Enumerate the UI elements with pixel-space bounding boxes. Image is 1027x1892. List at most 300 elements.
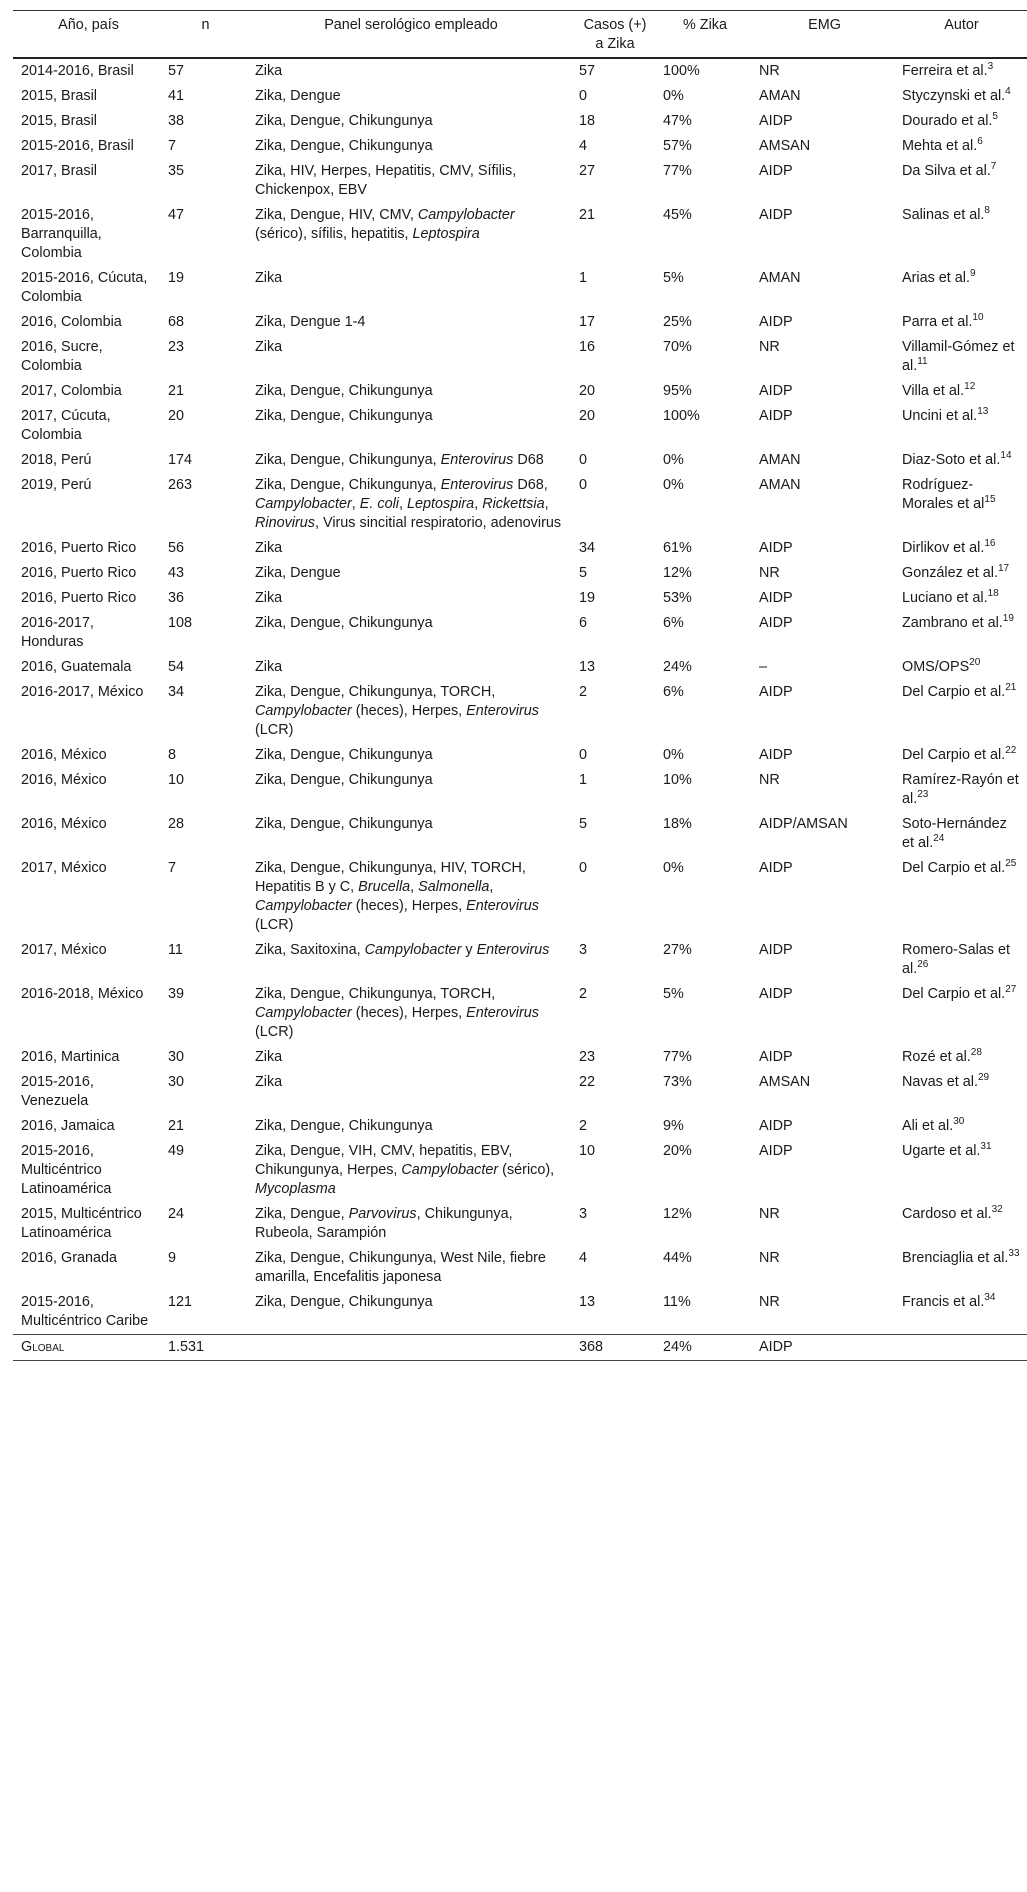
cell-year-country: 2016-2017, Honduras <box>21 615 94 650</box>
cell-emg: AMAN <box>759 452 801 468</box>
cell-panel: Zika, Dengue, HIV, CMV, Campylobacter (sérico), sífilis, hepatitis, Leptospira <box>255 207 515 242</box>
cell-year-country: 2015-2016, Multicéntrico Caribe <box>21 1294 149 1329</box>
cell-cases: 20 <box>579 383 596 399</box>
cell-emg: AIDP <box>759 207 793 223</box>
cell-cases: 22 <box>579 1074 596 1090</box>
cell-panel: Zika, Dengue, Chikungunya <box>255 408 433 424</box>
cell-pct-zika: 25% <box>663 314 692 330</box>
author-name: Styczynski et al. <box>902 88 1006 104</box>
cell-author <box>896 335 1027 379</box>
author-name: Villamil-Gómez et al. <box>902 339 1015 374</box>
cell-author <box>896 203 1027 266</box>
reference-number[interactable]: 14 <box>1000 450 1012 462</box>
cell-author <box>896 586 1027 611</box>
header-n: n <box>162 11 249 59</box>
cell-pct-zika: 45% <box>663 207 692 223</box>
reference-number[interactable]: 12 <box>964 381 976 393</box>
author-name: Del Carpio et al. <box>902 747 1006 763</box>
cell-n: 21 <box>168 1118 185 1134</box>
cell-pct-zika: 77% <box>663 163 692 179</box>
cell-emg: AIDP <box>759 1118 793 1134</box>
cell-panel: Zika, Dengue, Chikungunya, HIV, TORCH, Hepatitis B y C, Brucella, Salmonella, Campylobacter (heces), Herpes, Enterovirus (LCR) <box>255 860 539 933</box>
cell-pct-zika: 53% <box>663 590 692 606</box>
cell-panel: Zika, Dengue, Chikungunya <box>255 1118 433 1134</box>
cell-cases: 0 <box>579 88 588 104</box>
cell-n: 19 <box>168 270 185 286</box>
reference-number[interactable]: 27 <box>1005 984 1017 996</box>
author-name: Brenciaglia et al. <box>902 1250 1009 1266</box>
cell-panel: Zika, Dengue 1-4 <box>255 314 366 330</box>
cell-year-country: 2016, Martinica <box>21 1049 120 1065</box>
table-row <box>13 1139 1027 1202</box>
cell-emg: AMAN <box>759 270 801 286</box>
reference-number[interactable]: 16 <box>984 538 996 550</box>
cell-n: 174 <box>168 452 193 468</box>
reference-number[interactable]: 22 <box>1005 745 1017 757</box>
table-row <box>13 448 1027 473</box>
cell-emg: NR <box>759 1294 780 1310</box>
cell-emg: AIDP <box>759 942 793 958</box>
reference-number[interactable]: 4 <box>1005 86 1011 98</box>
author-name: Del Carpio et al. <box>902 684 1006 700</box>
cell-cases: 23 <box>579 1049 596 1065</box>
total-panel <box>249 1335 573 1361</box>
cell-cases: 17 <box>579 314 596 330</box>
cell-year-country: 2016, Granada <box>21 1250 118 1266</box>
author-name: Luciano et al. <box>902 590 988 606</box>
author-name: Parra et al. <box>902 314 973 330</box>
author-name: Zambrano et al. <box>902 615 1003 631</box>
cell-pct-zika: 5% <box>663 270 684 286</box>
cell-cases: 0 <box>579 860 588 876</box>
cell-n: 21 <box>168 383 185 399</box>
cell-author <box>896 448 1027 473</box>
cell-n: 36 <box>168 590 185 606</box>
cell-author <box>896 1246 1027 1290</box>
cell-emg: AIDP <box>759 540 793 556</box>
cell-n: 38 <box>168 113 185 129</box>
cell-author <box>896 1114 1027 1139</box>
cell-author <box>896 310 1027 335</box>
cell-emg: AIDP <box>759 747 793 763</box>
reference-number[interactable]: 34 <box>984 1292 996 1304</box>
cell-panel: Zika, Dengue, Chikungunya <box>255 772 433 788</box>
cell-emg: AIDP <box>759 163 793 179</box>
reference-number[interactable]: 3 <box>987 61 994 73</box>
reference-number[interactable]: 6 <box>977 136 983 148</box>
cell-cases: 0 <box>579 477 588 493</box>
cell-emg: AIDP <box>759 1049 793 1065</box>
cell-panel: Zika, Dengue, Chikungunya, West Nile, fiebre amarilla, Encefalitis japonesa <box>255 1250 546 1285</box>
cell-cases: 27 <box>579 163 596 179</box>
cell-cases: 2 <box>579 1118 588 1134</box>
cell-pct-zika: 47% <box>663 113 692 129</box>
cell-panel: Zika, Dengue, Chikungunya <box>255 383 433 399</box>
table-header <box>13 11 1027 59</box>
table-row <box>13 1246 1027 1290</box>
cell-n: 43 <box>168 565 185 581</box>
author-name: Diaz-Soto et al. <box>902 452 1001 468</box>
cell-n: 7 <box>168 138 177 154</box>
header-pct-zika: % Zika <box>657 11 753 59</box>
reference-number[interactable]: 32 <box>991 1204 1003 1216</box>
cell-year-country: 2016, México <box>21 747 107 763</box>
cell-panel: Zika <box>255 1049 283 1065</box>
cell-pct-zika: 0% <box>663 88 684 104</box>
cell-cases: 1 <box>579 772 588 788</box>
cell-year-country: 2016, Puerto Rico <box>21 540 137 556</box>
cell-panel: Zika, HIV, Herpes, Hepatitis, CMV, Sífilis, Chickenpox, EBV <box>255 163 517 198</box>
cell-author <box>896 938 1027 982</box>
cell-emg: AIDP/AMSAN <box>759 816 848 832</box>
table-row <box>13 473 1027 536</box>
cell-emg: – <box>759 659 768 675</box>
cell-n: 57 <box>168 63 185 79</box>
table-row <box>13 768 1027 812</box>
table-row <box>13 586 1027 611</box>
author-name: Dourado et al. <box>902 113 993 129</box>
cell-panel: Zika, Dengue, Chikungunya, TORCH, Campylobacter (heces), Herpes, Enterovirus (LCR) <box>255 684 539 738</box>
cell-cases: 19 <box>579 590 596 606</box>
cell-author <box>896 561 1027 586</box>
cell-panel: Zika, Dengue, Chikungunya, TORCH, Campylobacter (heces), Herpes, Enterovirus (LCR) <box>255 986 539 1040</box>
cell-n: 9 <box>168 1250 177 1266</box>
cell-n: 28 <box>168 816 185 832</box>
cell-n: 49 <box>168 1143 185 1159</box>
cell-pct-zika: 57% <box>663 138 692 154</box>
reference-number[interactable]: 25 <box>1005 858 1017 870</box>
reference-number[interactable]: 17 <box>998 563 1010 575</box>
cell-emg: NR <box>759 339 780 355</box>
reference-number[interactable]: 19 <box>1002 613 1014 625</box>
cell-panel: Zika, Dengue <box>255 88 341 104</box>
table-row <box>13 159 1027 203</box>
cell-panel: Zika, Dengue, Chikungunya <box>255 138 433 154</box>
reference-number[interactable]: 21 <box>1005 682 1017 694</box>
reference-number[interactable]: 26 <box>917 959 929 971</box>
table-row <box>13 680 1027 743</box>
cell-emg: AIDP <box>759 408 793 424</box>
cell-cases: 10 <box>579 1143 596 1159</box>
cell-n: 30 <box>168 1049 185 1065</box>
cell-year-country: 2016, Jamaica <box>21 1118 115 1134</box>
author-name: Salinas et al. <box>902 207 985 223</box>
cell-pct-zika: 44% <box>663 1250 692 1266</box>
author-name: Mehta et al. <box>902 138 978 154</box>
cell-cases: 4 <box>579 138 588 154</box>
cell-n: 11 <box>168 942 183 958</box>
cell-panel: Zika, Dengue, Parvovirus, Chikungunya, Rubeola, Sarampión <box>255 1206 513 1241</box>
cell-n: 20 <box>168 408 185 424</box>
reference-number[interactable]: 10 <box>972 312 984 324</box>
cell-emg: AMAN <box>759 477 801 493</box>
cell-cases: 5 <box>579 816 588 832</box>
table-container <box>13 10 1020 1361</box>
author-name: Soto-Hernández et al. <box>902 816 1007 851</box>
cell-author <box>896 536 1027 561</box>
cell-cases: 21 <box>579 207 596 223</box>
cell-emg: NR <box>759 565 780 581</box>
cell-year-country: 2014-2016, Brasil <box>21 63 134 79</box>
cell-emg: AIDP <box>759 113 793 129</box>
cell-pct-zika: 77% <box>663 1049 692 1065</box>
cell-panel: Zika, Dengue, Chikungunya <box>255 816 433 832</box>
author-name: Ramírez-Rayón et al. <box>902 772 1019 807</box>
cell-panel: Zika <box>255 659 283 675</box>
cell-emg: AIDP <box>759 684 793 700</box>
cell-pct-zika: 100% <box>663 408 700 424</box>
cell-cases: 2 <box>579 684 588 700</box>
reference-number[interactable]: 9 <box>969 268 976 280</box>
cell-cases: 20 <box>579 408 596 424</box>
reference-number[interactable]: 13 <box>977 406 989 418</box>
table-row <box>13 1070 1027 1114</box>
cell-author <box>896 655 1027 680</box>
cell-year-country: 2016, Sucre, Colombia <box>21 339 103 374</box>
cell-emg: NR <box>759 1250 780 1266</box>
table-row <box>13 266 1027 310</box>
cell-cases: 4 <box>579 1250 588 1266</box>
cell-n: 56 <box>168 540 185 556</box>
cell-cases: 3 <box>579 942 588 958</box>
reference-number[interactable]: 8 <box>984 205 990 217</box>
author-name: Del Carpio et al. <box>902 986 1006 1002</box>
table-row <box>13 561 1027 586</box>
table-row <box>13 655 1027 680</box>
table-row <box>13 743 1027 768</box>
reference-number[interactable]: 18 <box>987 588 999 600</box>
cell-emg: AIDP <box>759 383 793 399</box>
total-row <box>13 1335 1027 1361</box>
table-row <box>13 982 1027 1045</box>
cell-author <box>896 1070 1027 1114</box>
cell-emg: AMSAN <box>759 1074 811 1090</box>
cell-panel: Zika <box>255 590 283 606</box>
table-row <box>13 58 1027 84</box>
cell-cases: 3 <box>579 1206 588 1222</box>
cell-pct-zika: 61% <box>663 540 692 556</box>
cell-year-country: 2017, México <box>21 942 107 958</box>
table-row <box>13 404 1027 448</box>
cell-year-country: 2015, Multicéntrico Latinoamérica <box>21 1206 142 1241</box>
cell-pct-zika: 12% <box>663 1206 692 1222</box>
author-name: Rodríguez-Morales et al <box>902 477 985 512</box>
cell-cases: 13 <box>579 659 596 675</box>
cell-cases: 5 <box>579 565 588 581</box>
cell-year-country: 2017, México <box>21 860 107 876</box>
cell-author <box>896 611 1027 655</box>
cell-pct-zika: 9% <box>663 1118 684 1134</box>
cell-emg: AIDP <box>759 590 793 606</box>
cell-pct-zika: 0% <box>663 747 684 763</box>
cell-author <box>896 1290 1027 1335</box>
total-n: 1.531 <box>162 1335 249 1361</box>
cell-n: 108 <box>168 615 193 631</box>
cell-author <box>896 58 1027 84</box>
cell-author <box>896 1139 1027 1202</box>
cell-year-country: 2015-2016, Multicéntrico Latinoamérica <box>21 1143 112 1197</box>
header-cases: Casos (+) a Zika <box>573 11 657 59</box>
cell-panel: Zika, Dengue, Chikungunya, Enterovirus D68, Campylobacter, E. coli, Leptospira, Rickettsia, Rinovirus, Virus sincitial respiratorio, adenovirus <box>255 477 562 531</box>
cell-emg: NR <box>759 1206 780 1222</box>
author-name: Dirlikov et al. <box>902 540 985 556</box>
table-row <box>13 84 1027 109</box>
cell-author <box>896 266 1027 310</box>
total-author <box>896 1335 1027 1361</box>
reference-number[interactable]: 11 <box>917 356 928 368</box>
cell-year-country: 2016, Puerto Rico <box>21 590 137 606</box>
cell-author <box>896 84 1027 109</box>
cell-year-country: 2016, México <box>21 816 107 832</box>
cell-emg: AMAN <box>759 88 801 104</box>
header-year-country: Año, país <box>13 11 162 59</box>
cell-emg: AIDP <box>759 314 793 330</box>
cell-pct-zika: 10% <box>663 772 692 788</box>
author-name: Rozé et al. <box>902 1049 971 1065</box>
cell-n: 47 <box>168 207 185 223</box>
cell-year-country: 2017, Colombia <box>21 383 122 399</box>
cell-emg: NR <box>759 772 780 788</box>
author-name: Uncini et al. <box>902 408 978 424</box>
cell-author <box>896 379 1027 404</box>
total-pct-zika: 24% <box>657 1335 753 1361</box>
cell-year-country: 2016, México <box>21 772 107 788</box>
cell-n: 41 <box>168 88 185 104</box>
cell-emg: NR <box>759 63 780 79</box>
cell-year-country: 2015-2016, Barranquilla, Colombia <box>21 207 102 261</box>
cell-n: 23 <box>168 339 185 355</box>
cell-pct-zika: 12% <box>663 565 692 581</box>
author-name: Francis et al. <box>902 1294 985 1310</box>
cell-year-country: 2016-2018, México <box>21 986 144 1002</box>
table-row <box>13 1045 1027 1070</box>
cell-n: 34 <box>168 684 185 700</box>
author-name: Cardoso et al. <box>902 1206 992 1222</box>
author-name: Ugarte et al. <box>902 1143 981 1159</box>
cell-panel: Zika <box>255 270 283 286</box>
cell-n: 24 <box>168 1206 185 1222</box>
cell-panel: Zika, Dengue, Chikungunya <box>255 615 433 631</box>
cell-n: 54 <box>168 659 185 675</box>
cell-emg: AIDP <box>759 615 793 631</box>
cell-pct-zika: 95% <box>663 383 692 399</box>
author-name: Villa et al. <box>902 383 965 399</box>
table-row <box>13 335 1027 379</box>
author-name: González et al. <box>902 565 998 581</box>
cell-pct-zika: 73% <box>663 1074 692 1090</box>
reference-number[interactable]: 24 <box>933 833 945 845</box>
cell-pct-zika: 6% <box>663 684 684 700</box>
cell-pct-zika: 20% <box>663 1143 692 1159</box>
cell-year-country: 2015, Brasil <box>21 88 97 104</box>
reference-number[interactable]: 30 <box>953 1116 965 1128</box>
cell-panel: Zika <box>255 1074 283 1090</box>
table-row <box>13 611 1027 655</box>
reference-number[interactable]: 5 <box>992 111 998 123</box>
cell-year-country: 2017, Cúcuta, Colombia <box>21 408 111 443</box>
table-row <box>13 310 1027 335</box>
cell-year-country: 2015, Brasil <box>21 113 97 129</box>
cell-year-country: 2017, Brasil <box>21 163 97 179</box>
cell-author <box>896 856 1027 938</box>
cell-year-country: 2016-2017, México <box>21 684 144 700</box>
cell-year-country: 2016, Guatemala <box>21 659 132 675</box>
cell-pct-zika: 0% <box>663 452 684 468</box>
author-name: Ali et al. <box>902 1118 954 1134</box>
table-row <box>13 203 1027 266</box>
cell-author <box>896 1045 1027 1070</box>
cell-pct-zika: 70% <box>663 339 692 355</box>
cell-panel: Zika <box>255 63 283 79</box>
cell-author <box>896 404 1027 448</box>
reference-number[interactable]: 31 <box>980 1141 992 1153</box>
cell-emg: AIDP <box>759 1143 793 1159</box>
reference-number[interactable]: 20 <box>969 657 981 669</box>
author-name: OMS/OPS <box>902 659 970 675</box>
cell-cases: 18 <box>579 113 596 129</box>
cell-panel: Zika <box>255 339 283 355</box>
cell-n: 35 <box>168 163 185 179</box>
cell-pct-zika: 0% <box>663 477 684 493</box>
header-panel: Panel serológico empleado <box>249 11 573 59</box>
cell-cases: 13 <box>579 1294 596 1310</box>
reference-number[interactable]: 7 <box>990 161 997 173</box>
cell-cases: 57 <box>579 63 596 79</box>
cell-pct-zika: 0% <box>663 860 684 876</box>
cell-emg: AIDP <box>759 986 793 1002</box>
reference-number[interactable]: 15 <box>984 494 996 506</box>
cell-cases: 1 <box>579 270 588 286</box>
author-name: Arias et al. <box>902 270 970 286</box>
table-body <box>13 58 1027 1361</box>
cell-author <box>896 1202 1027 1246</box>
table-row <box>13 856 1027 938</box>
cell-panel: Zika, Dengue, Chikungunya, Enterovirus D68 <box>255 452 544 468</box>
cell-author <box>896 109 1027 134</box>
cell-cases: 16 <box>579 339 596 355</box>
reference-number[interactable]: 29 <box>978 1072 990 1084</box>
table-row <box>13 1202 1027 1246</box>
cell-year-country: 2015-2016, Brasil <box>21 138 134 154</box>
cell-panel: Zika, Saxitoxina, Campylobacter y Enterovirus <box>255 942 550 958</box>
cell-year-country: 2015-2016, Cúcuta, Colombia <box>21 270 148 305</box>
table-row <box>13 134 1027 159</box>
cell-author <box>896 134 1027 159</box>
gbs-zika-table <box>13 10 1027 1361</box>
reference-number[interactable]: 28 <box>970 1047 982 1059</box>
cell-cases: 0 <box>579 452 588 468</box>
cell-pct-zika: 27% <box>663 942 692 958</box>
cell-author <box>896 743 1027 768</box>
author-name: Da Silva et al. <box>902 163 991 179</box>
cell-year-country: 2015-2016, Venezuela <box>21 1074 94 1109</box>
reference-number[interactable]: 33 <box>1008 1248 1020 1260</box>
cell-n: 30 <box>168 1074 185 1090</box>
cell-panel: Zika, Dengue, VIH, CMV, hepatitis, EBV, Chikungunya, Herpes, Campylobacter (sérico), Mycoplasma <box>255 1143 555 1197</box>
total-emg: AIDP <box>753 1335 896 1361</box>
total-label: Global <box>13 1335 162 1361</box>
cell-n: 8 <box>168 747 177 763</box>
cell-pct-zika: 100% <box>663 63 700 79</box>
header-author: Autor <box>896 11 1027 59</box>
table-row <box>13 1290 1027 1335</box>
reference-number[interactable]: 23 <box>917 789 929 801</box>
cell-author <box>896 812 1027 856</box>
cell-n: 263 <box>168 477 193 493</box>
table-row <box>13 812 1027 856</box>
table-row <box>13 379 1027 404</box>
cell-author <box>896 982 1027 1045</box>
